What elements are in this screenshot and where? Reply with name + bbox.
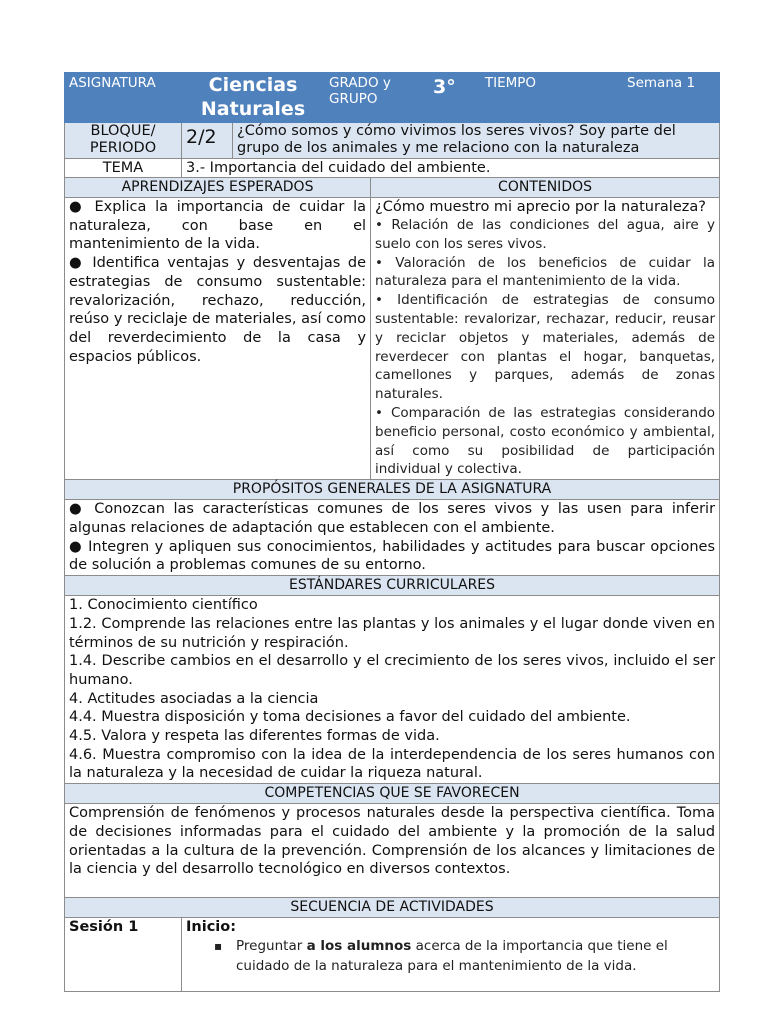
contenidos-heading: CONTENIDOS <box>371 178 720 198</box>
propositos-heading: PROPÓSITOS GENERALES DE LA ASIGNATURA <box>65 480 720 500</box>
aprendizaje-item: ● Explica la importancia de cuidar la naturaleza, con base en el mantenimiento de la vida. <box>69 199 367 253</box>
secuencia-heading: SECUENCIA DE ACTIVIDADES <box>65 898 720 918</box>
aprendizajes-heading: APRENDIZAJES ESPERADOS <box>65 178 371 198</box>
estandares-body-row <box>65 596 720 784</box>
contenidos-title: ¿Cómo muestro mi aprecio por la naturaleza? <box>375 199 706 215</box>
bloque-label: BLOQUE/ PERIODO <box>65 123 182 159</box>
propositos-body-row <box>65 500 720 576</box>
bloque-row <box>65 123 720 159</box>
sesion-row <box>65 918 720 992</box>
estandares-heading: ESTÁNDARES CURRICULARES <box>65 576 720 596</box>
contenido-item: • Comparación de las estrategias considerando beneficio personal, costo económico y ambiental, así como su posibilidad de participación individual y colectiva. <box>375 404 716 478</box>
activity-item: ▪ Preguntar a los alumnos acerca de la importancia que tiene el cuidado de la naturaleza para el mantenimiento de la vida. <box>236 936 715 976</box>
grado-label: GRADO y GRUPO <box>325 73 429 123</box>
session-phase: Inicio: <box>186 919 237 936</box>
competencias-text: Comprensión de fenómenos y procesos naturales desde la perspectiva científica. Toma de decisiones informadas para el cuidado del ambiente y la promoción de la salud orientadas a la cultura de la prevención. Comprensión de los alcances y limitaciones de la ciencia y del desarrollo tecnológico en diversos contextos. <box>65 804 720 898</box>
grado-cell <box>429 73 537 123</box>
asignatura-label: ASIGNATURA <box>65 73 182 123</box>
estandar-item: 4.5. Valora y respeta las diferentes formas de vida. <box>69 728 440 745</box>
estandar-item: 1.2. Comprende las relaciones entre las plantas y los animales y el lugar donde viven en términos de su nutrición y respiración. <box>69 615 716 651</box>
estandar-item: 4.4. Muestra disposición y toma decisiones a favor del cuidado del ambiente. <box>69 709 631 726</box>
asignatura-value: Ciencias Naturales <box>182 73 325 123</box>
competencias-heading-row <box>65 784 720 804</box>
estandares-heading-row <box>65 576 720 596</box>
lesson-plan-sheet <box>64 72 719 992</box>
contenidos-cell <box>371 198 720 480</box>
propositos-cell <box>65 500 720 576</box>
propositos-heading-row <box>65 480 720 500</box>
tema-text: 3.- Importancia del cuidado del ambiente. <box>182 159 720 178</box>
grado-value: 3° <box>433 76 456 98</box>
contenido-item: • Identificación de estrategias de consumo sustentable: revalorizar, rechazar, reducir, reusar y reciclar objetos y materiales, además de reverdecer con plantas el hogar, banquetas, camellones y parques, además de zonas naturales. <box>375 292 716 403</box>
activity-list <box>186 936 715 976</box>
aprendizajes-cell <box>65 198 371 480</box>
session-label: Sesión 1 <box>69 919 139 936</box>
aprendizaje-item: ● Identifica ventajas y desventajas de estrategias de consumo sustentable: revalorización, rechazo, reducción, reúso y reciclaje de materiales, así como del reverdecimiento de la casa y espacios públicos. <box>69 255 367 365</box>
tema-row <box>65 159 720 178</box>
tiempo-label: TIEMPO <box>484 75 537 91</box>
estandar-item: 1.4. Describe cambios en el desarrollo y el crecimiento de los seres vivos, incluido el ser humano. <box>69 653 716 688</box>
estandar-item: 4.6. Muestra compromiso con la idea de la interdependencia de los seres humanos con la naturaleza y la necesidad de cuidar la riqueza natural. <box>69 746 716 782</box>
bloque-value: 2/2 <box>182 123 233 159</box>
secuencia-heading-row <box>65 898 720 918</box>
tema-label: TEMA <box>65 159 182 178</box>
competencias-heading: COMPETENCIAS QUE SE FAVORECEN <box>65 784 720 804</box>
proposito-item: ● Conozcan las características comunes de los seres vivos y las usen para inferir algunas relaciones de adaptación que establecen con el ambiente. <box>69 501 716 536</box>
aprendizajes-body-row <box>65 198 720 480</box>
competencias-body-row <box>65 804 720 898</box>
tiempo-value: Semana 1 <box>537 73 720 123</box>
lesson-plan-table <box>64 72 720 992</box>
estandar-item: 4. Actitudes asociadas a la ciencia <box>69 690 319 707</box>
estandares-cell <box>65 596 720 784</box>
contenido-item: • Relación de las condiciones del agua, aire y suelo con los seres vivos. <box>375 217 716 252</box>
session-label-cell <box>65 918 182 992</box>
proposito-item: ● Integren y apliquen sus conocimientos, habilidades y actitudes para buscar opciones de solución a problemas comunes de su entorno. <box>69 538 716 574</box>
estandar-item: 1. Conocimiento científico <box>69 597 258 614</box>
header-row <box>65 73 720 123</box>
aprendizajes-heading-row <box>65 178 720 198</box>
bloque-text: ¿Cómo somos y cómo vivimos los seres vivos? Soy parte del grupo de los animales y me relaciono con la naturaleza <box>233 123 720 159</box>
session-content-cell <box>182 918 720 992</box>
contenido-item: • Valoración de los beneficios de cuidar la naturaleza para el mantenimiento de la vida. <box>375 254 716 290</box>
